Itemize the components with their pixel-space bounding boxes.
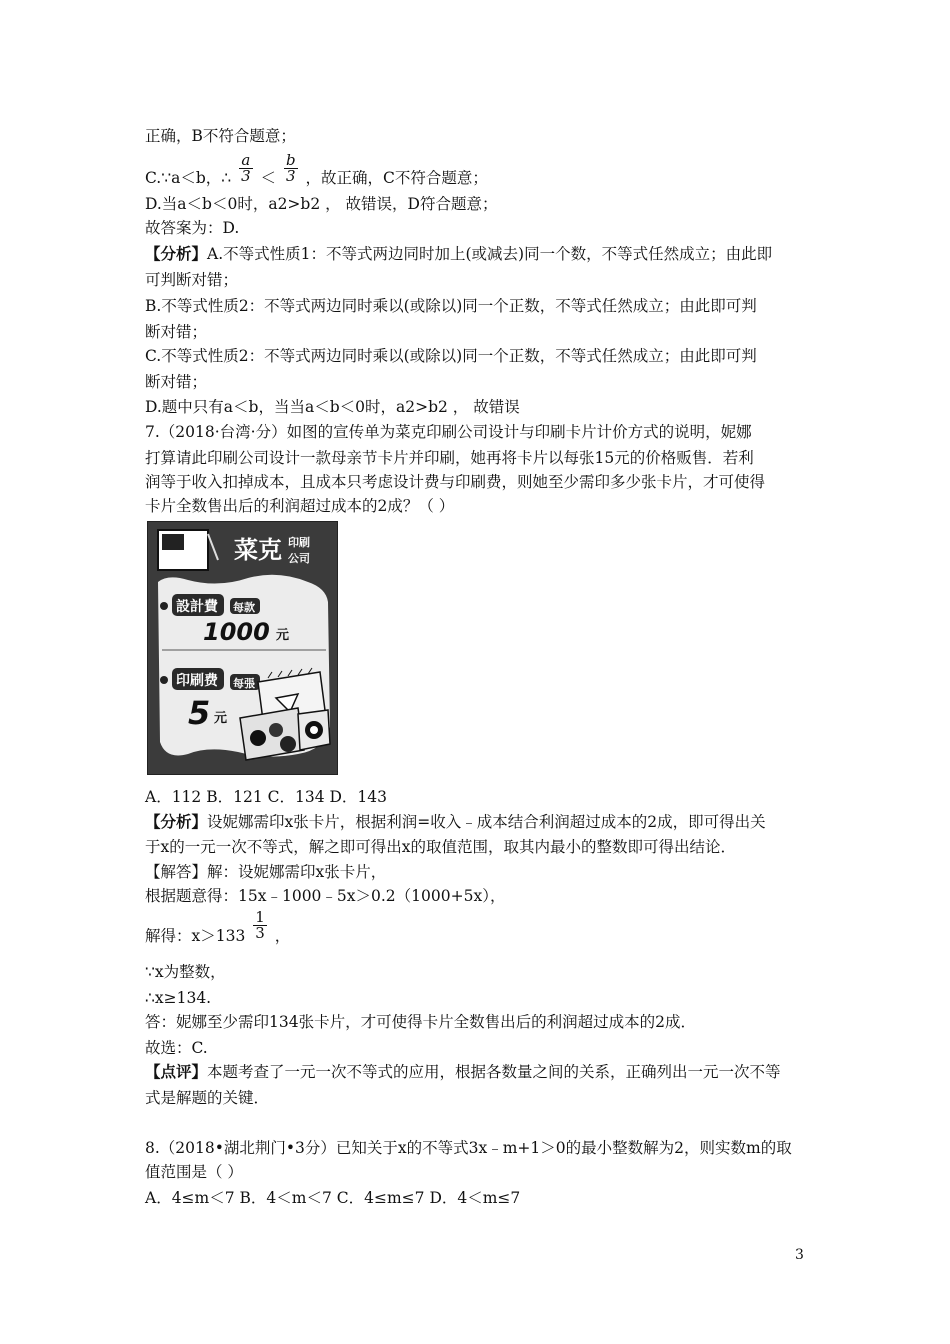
print-fee-unit: 每張 xyxy=(233,677,255,690)
text-segment: 解：设妮娜需印x张卡片， xyxy=(207,863,387,881)
solution-tag: 【解答】 xyxy=(145,863,208,881)
text-line: 卡片全数售出后的利润超过成本的2成？（ ） xyxy=(145,497,455,515)
text-segment: ，故正确，C不符合题意； xyxy=(305,169,488,187)
text-line: D.当a＜b＜0时，a2>b2 ， 故错误，D符合题意； xyxy=(145,195,498,213)
text-line-fraction xyxy=(145,150,488,188)
print-company-flyer-image xyxy=(147,521,338,775)
fraction-denominator: 3 xyxy=(241,166,251,185)
answer-options-q7: A．112 B．121 C．134 D．143 xyxy=(145,788,387,806)
question-8-line: 8.（2018•湖北荆门•3分）已知关于x的不等式3x﹣m+1＞0的最小整数解为2，则实数m的取 xyxy=(145,1139,792,1157)
text-line: D.题中只有a＜b，当当a＜b＜0时，a2>b2 ， 故错误 xyxy=(145,398,520,416)
text-line: 断对错； xyxy=(145,373,208,391)
text-line: 式是解题的关键． xyxy=(145,1089,270,1107)
text-line: 根据题意得：15x﹣1000﹣5x＞0.2（1000+5x）， xyxy=(145,887,506,905)
text-line: ∴x≥134. xyxy=(145,989,212,1007)
print-fee-price: 5 xyxy=(188,694,211,732)
text-line: C.不等式性质2：不等式两边同时乘以(或除以)同一个正数，不等式任然成立；由此即可判 xyxy=(145,347,757,365)
design-fee-price: 1000 xyxy=(203,618,270,646)
text-line: 值范围是（ ） xyxy=(145,1163,243,1181)
print-fee-label: 印刷费 xyxy=(176,673,218,689)
company-suffix-bottom: 公司 xyxy=(288,552,310,565)
text-line: 故选：C. xyxy=(145,1039,208,1057)
question-7-line: 7.（2018·台湾·分）如图的宣传单为菜克印刷公司设计与印刷卡片计价方式的说明，妮娜 xyxy=(145,423,752,441)
text-segment: C.∵a＜b，∴ xyxy=(145,169,232,187)
analysis-tag: 【分析】 xyxy=(145,812,208,831)
text-segment: 设妮娜需印x张卡片，根据利润=收入﹣成本结合利润超过成本的2成，即可得出关 xyxy=(207,813,766,831)
fraction-numerator: b xyxy=(286,150,296,169)
text-line: ∵x为整数， xyxy=(145,963,226,981)
comment-line xyxy=(145,1062,781,1082)
text-line: 打算请此印刷公司设计一款母亲节卡片并印刷，她再将卡片以每张15元的价格贩售．若利 xyxy=(145,449,754,467)
fraction-one-third xyxy=(253,907,267,942)
analysis-line xyxy=(145,812,766,832)
text-line: B.不等式性质2：不等式两边同时乘以(或除以)同一个正数，不等式任然成立；由此即可判 xyxy=(145,297,757,315)
text-line: 可判断对错； xyxy=(145,271,239,289)
answer-options-q8: A．4≤m＜7 B．4＜m＜7 C．4≤m≤7 D．4＜m≤7 xyxy=(145,1189,521,1207)
text-line: 断对错； xyxy=(145,323,208,341)
text-segment: A.不等式性质1：不等式两边同时加上(或减去)同一个数，不等式任然成立；由此即 xyxy=(207,245,773,263)
analysis-line xyxy=(145,244,772,264)
page-number: 3 xyxy=(795,1247,804,1263)
design-fee-unit: 每款 xyxy=(233,601,255,614)
fraction-denominator: 3 xyxy=(286,166,296,185)
fraction-numerator: 1 xyxy=(255,907,265,926)
text-line: 答：妮娜至少需印134张卡片，才可使得卡片全数售出后的利润超过成本的2成． xyxy=(145,1013,696,1031)
company-name: 菜克 xyxy=(234,536,282,564)
analysis-tag: 【分析】 xyxy=(145,244,208,263)
less-than-sign: ＜ xyxy=(260,169,277,187)
text-line: 故答案为：D. xyxy=(145,219,240,237)
text-segment: ， xyxy=(274,927,291,945)
fraction-a-over-3 xyxy=(239,150,253,185)
comment-tag: 【点评】 xyxy=(145,1062,208,1081)
solution-line xyxy=(145,862,386,882)
text-line: 于x的一元一次不等式，解之即可得出x的取值范围，取其内最小的整数即可得出结论． xyxy=(145,838,736,856)
company-suffix-top: 印刷 xyxy=(288,536,310,549)
text-segment: 解得：x＞133 xyxy=(145,927,246,945)
print-fee-yuan: 元 xyxy=(214,711,228,726)
fraction-denominator: 3 xyxy=(255,923,265,942)
fraction-numerator: a xyxy=(239,153,253,169)
flyer-graphic xyxy=(148,522,337,774)
design-fee-label: 設計費 xyxy=(176,599,218,615)
design-fee-yuan: 元 xyxy=(276,628,290,643)
text-segment: 本题考查了一元一次不等式的应用，根据各数量之间的关系，正确列出一元一次不等 xyxy=(207,1063,781,1081)
text-line: 润等于收入扣掉成本，且成本只考虑设计费与印刷费，则她至少需印多少张卡片，才可使得 xyxy=(145,473,766,491)
text-line: 正确，B不符合题意； xyxy=(145,127,296,145)
text-line-fraction xyxy=(145,907,291,946)
fraction-b-over-3 xyxy=(284,150,298,185)
